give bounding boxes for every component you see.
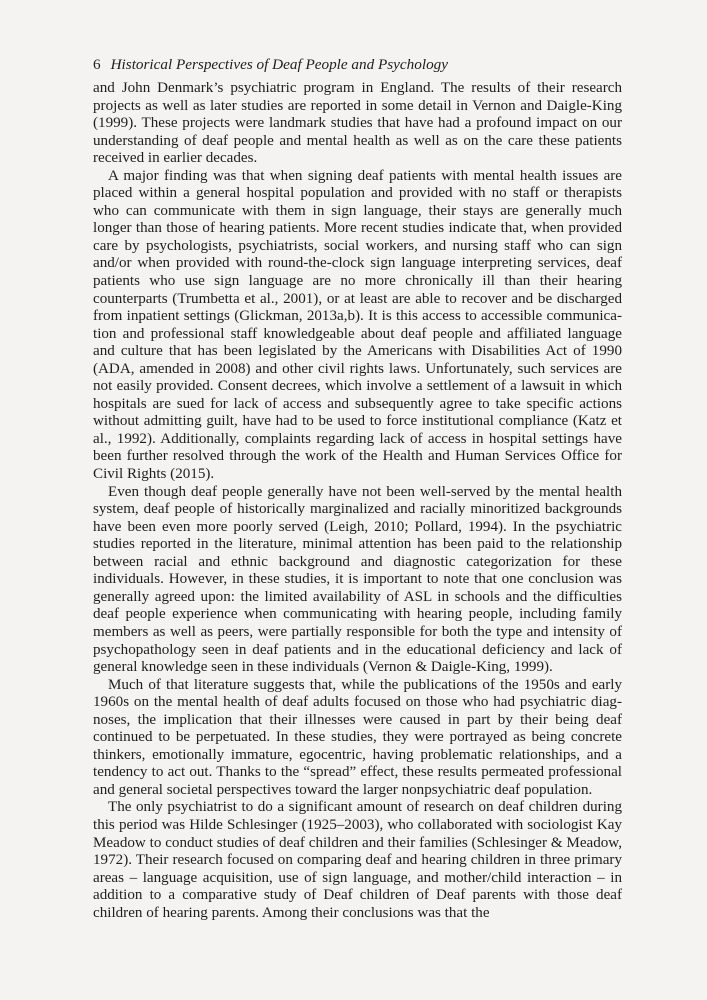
paragraph-schlesinger: The only psychiatrist to do a significant amount of research on deaf children during this period was Hilde Schlesinger (1925–2003), who collaborated with sociologist Kay Meadow to conduct studies of deaf children and their families (Schlesinger & Meadow, 1972). Their research focused on comparing deaf and hearing children in three primary areas – language acquisition, use of sign language, and mother/child interaction – in addition to a comparative study of Deaf children of Deaf parents with those deaf children of hearing parents. Among their conclusions was that the xyxy=(93,799,622,921)
paragraph-continuation: and John Denmark’s psychiatric program in England. The results of their research projects as well as later studies are reported in some detail in Vernon and Daigle-King (1999). These projects were landmark studies that have had a profound impact on our understanding of deaf people and mental health as well as on the care these patients received in earlier decades. xyxy=(93,80,622,167)
page-number: 6 xyxy=(93,56,101,73)
paragraph-major-finding: A major finding was that when signing deaf patients with mental health issues are placed within a general hospital population and provided with no staff or therapists who can communicate with them in sign language, their stays are generally much longer than those of hearing patients. More recent studies indicate that, when provided care by psychologists, psychiatrists, social workers, and nursing staff who can sign and/or when provided with round-the-clock sign language interpreting services, deaf patients who use sign language are no more chronically ill than their hearing counterparts (Trumbetta et al., 2001), or at least are able to recover and be discharged from inpatient settings (Glickman, 2013a,b). It is this access to accessible communication and professional staff knowledgeable about deaf people and affiliated language and culture that has been legislated by the Americans with Disabilities Act of 1990 (ADA, amended in 2008) and other civil rights laws. Unfortunately, such services are not easily provided. Consent decrees, which involve a settlement of a lawsuit in which hospitals are sued for lack of access and subsequently agree to take specific actions without admitting guilt, have had to be used to force institutional compliance (Katz et al., 1992). Additionally, complaints regarding lack of access in hospital settings have been further resolved through the work of the Health and Human Services Office for Civil Rights (2015). xyxy=(93,167,622,483)
running-header xyxy=(93,55,633,74)
paragraph-marginalized-backgrounds: Even though deaf people generally have not been well-served by the mental health system, deaf people of historically marginalized and racially minoritized backgrounds have been even more poorly served (Leigh, 2010; Pollard, 1994). In the psychiatric studies reported in the literature, minimal attention has been paid to the relationship between racial and ethnic background and diagnostic categorization for these individuals. However, in these studies, it is important to note that one conclusion was generally agreed upon: the limited availability of ASL in schools and the difficulties deaf people experience when communicating with hearing people, including family members as well as peers, were partially responsible for both the type and intensity of psychopathology seen in deaf patients and in the educational deficiency and lack of general knowledge seen in these individuals (Vernon & Daigle-King, 1999). xyxy=(93,483,622,676)
running-title: Historical Perspectives of Deaf People and Psychology xyxy=(110,56,449,73)
body-text xyxy=(93,80,622,922)
paragraph-literature-1950s: Much of that literature suggests that, while the publications of the 1950s and early 1960s on the mental health of deaf adults focused on those who had psychiatric diagnoses, the implication that their illnesses were caused in part by their being deaf continued to be perpetuated. In these studies, they were portrayed as being concrete thinkers, emotionally immature, egocentric, having problematic relationships, and a tendency to act out. Thanks to the “spread” effect, these results permeated professional and general societal perspectives toward the larger nonpsychiatric deaf population. xyxy=(93,676,622,798)
